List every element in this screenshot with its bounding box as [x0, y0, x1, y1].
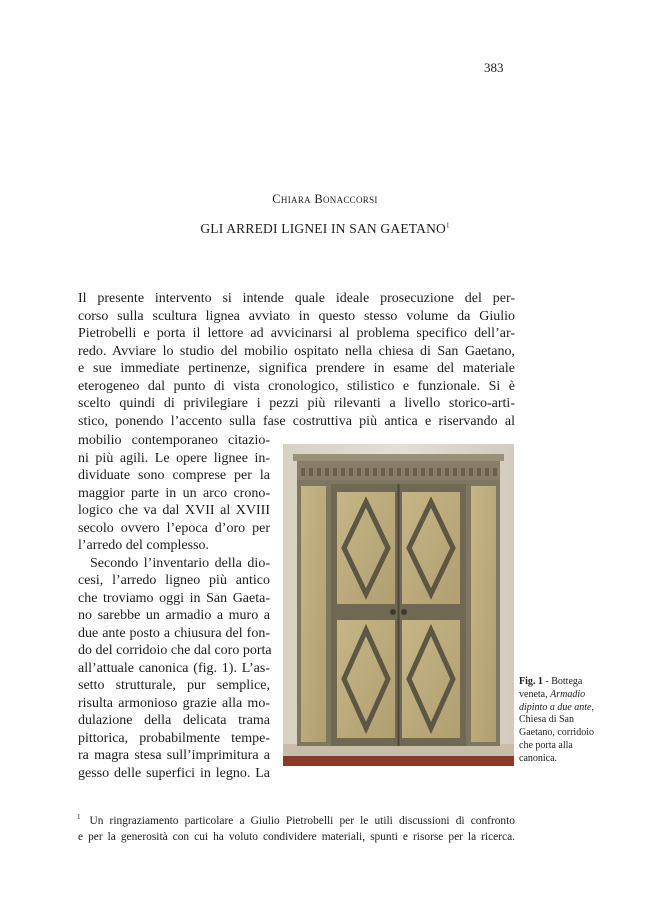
- cornice-top: [293, 454, 504, 461]
- body-line: due ante posto a chiusura del fon-: [78, 625, 270, 641]
- body-line: all’attuale canonica (fig. 1). L’as-: [78, 660, 270, 676]
- caption-label: Fig. 1: [519, 676, 543, 687]
- caption-text: - Bottega: [542, 676, 583, 687]
- knob-right: [401, 609, 407, 615]
- knob-left: [390, 609, 396, 615]
- caption-artwork-title: Armadio: [550, 688, 586, 700]
- body-line: scelto quindi di privilegiare i pezzi più rilevanti a livello storico-arti-: [78, 396, 515, 411]
- body-line: dulazione della delicata trama: [78, 713, 270, 728]
- floor-tiles: [283, 756, 514, 766]
- body-line: dividuate sono comprese per la: [78, 468, 270, 483]
- body-line: redo. Avviare lo studio del mobilio ospitato nella chiesa di San Gaetano,: [78, 343, 515, 359]
- caption-text: canonica.: [519, 752, 558, 764]
- body-line: maggior parte in un arco crono-: [78, 485, 270, 501]
- footnote-mark: 1: [77, 813, 81, 821]
- body-line: secolo ovvero l’epoca d’oro per: [78, 520, 270, 536]
- body-line: logico che va dal XVII al XVIII: [78, 503, 270, 518]
- body-line: e sue immediate pertinenze, significa prendere in esame del materiale: [78, 361, 515, 376]
- body-line: no sarebbe un armadio a muro a: [78, 608, 270, 623]
- page-number: 383: [484, 60, 504, 75]
- body-line: setto strutturale, pur semplice,: [78, 678, 270, 693]
- body-line: pittorica, probabilmente tempe-: [78, 730, 270, 746]
- body-text-full-width: [78, 290, 515, 430]
- caption-artwork-title: dipinto a due ante: [519, 701, 592, 713]
- body-text-narrow-column: [78, 432, 270, 782]
- body-line: gesso delle superfici in legno. La: [78, 765, 270, 781]
- body-line: risulta armonioso grazie alla mo-: [78, 695, 270, 711]
- side-panel-left: [301, 486, 326, 742]
- caption-text: ,: [591, 701, 594, 713]
- body-line: corso sulla scultura lignea avviato in questo stesso volume da Giulio: [78, 308, 515, 324]
- title-footnote-mark: 1: [445, 221, 450, 230]
- author-name: Chiara Bonaccorsi: [272, 192, 378, 206]
- body-line: Secondo l’inventario della dio-: [90, 555, 270, 571]
- caption-text: Chiesa di San: [519, 714, 574, 726]
- article-title-text: GLI ARREDI LIGNEI IN SAN GAETANO: [200, 221, 446, 236]
- armadio-illustration: [283, 444, 514, 766]
- body-line: mobilio contemporaneo citazio-: [78, 433, 270, 448]
- body-line: Pietrobelli e porta il lettore ad avvicinarsi al problema specifico dell’ar-: [78, 326, 515, 341]
- body-line: stico, ponendo l’accento sulla fase costruttiva più antica e riservando al: [78, 413, 515, 429]
- footnote-text: Un ringraziamento particolare a Giulio Pietrobelli per le utili discussioni di confronto: [89, 814, 515, 827]
- article-title: [0, 221, 650, 237]
- figure-photo-armadio: [283, 444, 514, 766]
- caption-text: Gaetano, corridoio: [519, 727, 594, 739]
- caption-text: veneta,: [519, 688, 551, 700]
- footnote-line: e per la generosità con cui ha voluto condividere materiali, spunti e risorse per la ricerca.: [78, 830, 515, 843]
- caption-text: che porta alla: [519, 739, 573, 751]
- body-line: do del corridoio che dal coro porta: [78, 643, 272, 658]
- body-line: che troviamo oggi in San Gaeta-: [78, 590, 270, 606]
- figure-caption: [519, 676, 619, 766]
- body-line: cesi, l’arredo ligneo più antico: [78, 573, 270, 588]
- footnote: [78, 809, 515, 845]
- body-line: l’arredo del complesso.: [78, 538, 210, 553]
- body-line: ni più agili. Le opere lignee in-: [78, 450, 270, 466]
- body-line: Il presente intervento si intende quale ideale prosecuzione del per-: [78, 291, 515, 306]
- body-line: ra magra stesa sull’imprimitura a: [78, 748, 270, 763]
- body-line: eterogeneo dal punto di vista cronologico, stilistico e funzionale. Si è: [78, 378, 515, 394]
- side-panel-right: [471, 486, 496, 742]
- footnote-line: [78, 809, 515, 829]
